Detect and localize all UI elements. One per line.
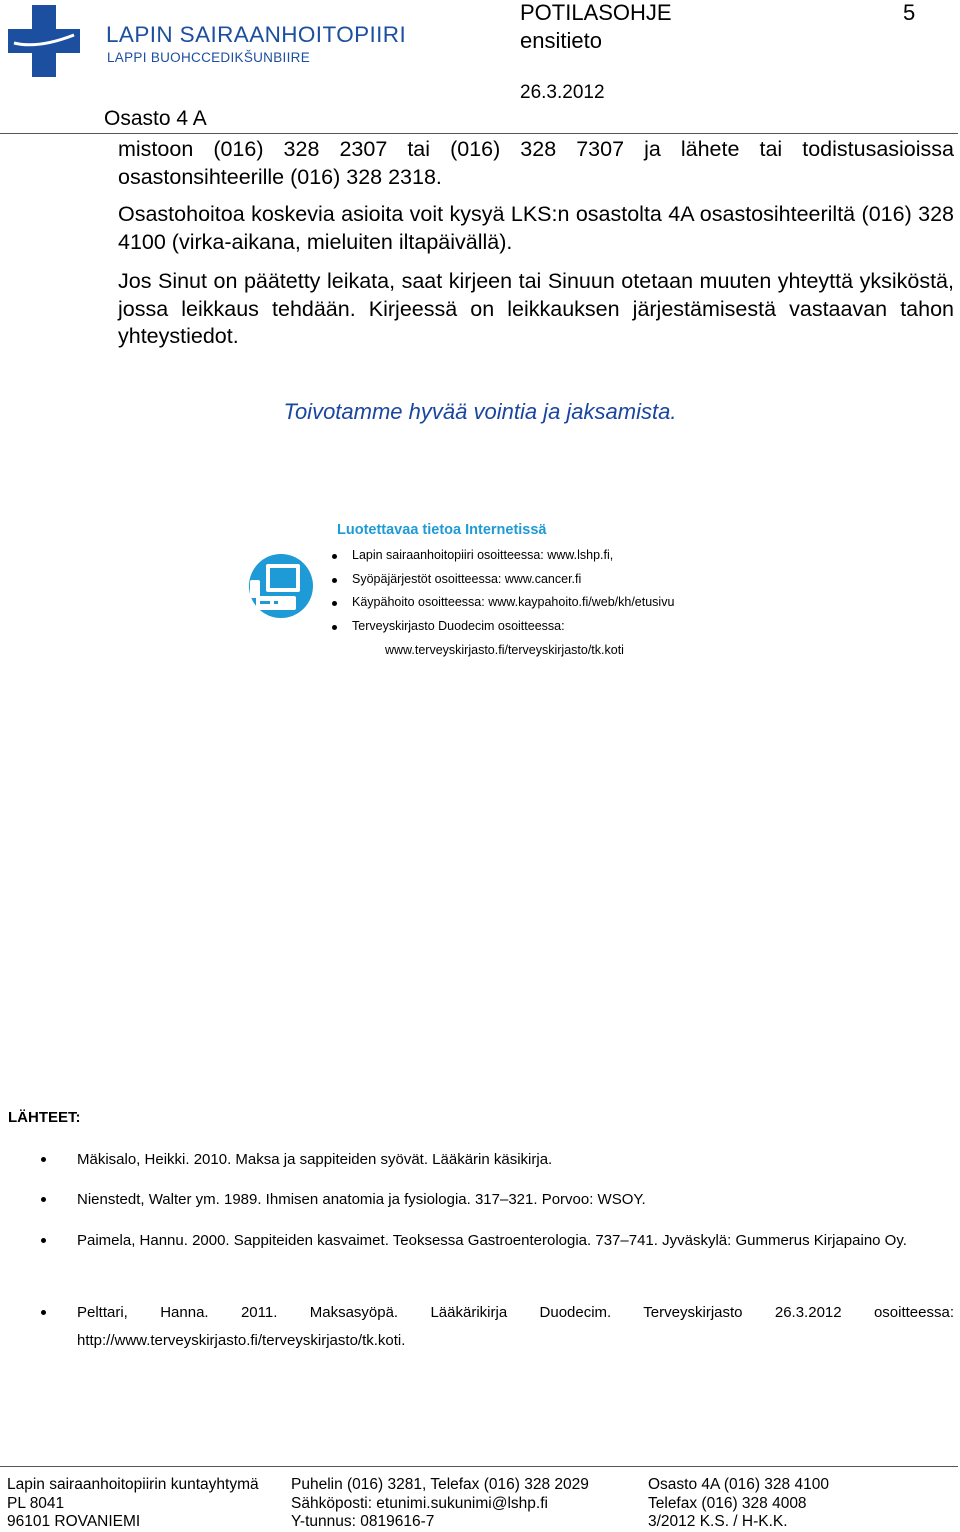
- info-link-item: Terveyskirjasto Duodecim osoitteessa:: [352, 619, 674, 643]
- source-item: Nienstedt, Walter ym. 1989. Ihmisen anatomia ja fysiologia. 317–321. Porvoo: WSOY.: [77, 1186, 954, 1214]
- info-link-item: Käypähoito osoitteessa: www.kaypahoito.fi/web/kh/etusivu: [352, 595, 674, 619]
- page-number: 5: [903, 0, 916, 25]
- source-item: Mäkisalo, Heikki. 2010. Maksa ja sappiteiden syövät. Lääkärin käsikirja.: [77, 1146, 954, 1174]
- internet-info-box: [240, 518, 740, 668]
- cross-logo-icon: [8, 5, 80, 77]
- info-link-item: Lapin sairaanhoitopiiri osoitteessa: www.lshp.fi,: [352, 548, 674, 572]
- organization-name: LAPIN SAIRAANHOITOPIIRI: [106, 22, 407, 47]
- document-date: 26.3.2012: [520, 82, 605, 103]
- info-link-continuation: www.terveyskirjasto.fi/terveyskirjasto/tk.koti: [385, 643, 624, 657]
- source-item: Paimela, Hannu. 2000. Sappiteiden kasvaimet. Teoksessa Gastroenterologia. 737–741. Jyväskylä: Gummerus Kirjapaino Oy.: [77, 1227, 954, 1255]
- source-item: Pelttari, Hanna. 2011. Maksasyöpä. Lääkärikirja Duodecim. Terveyskirjasto 26.3.2012 osoitteessa: http://www.terveyskirjasto.fi/terveyskirjasto/tk.koti.: [77, 1299, 954, 1355]
- closing-greeting: Toivotamme hyvää vointia ja jaksamista.: [283, 399, 677, 424]
- header-divider: [0, 133, 958, 134]
- department-name: Osasto 4 A: [104, 107, 207, 130]
- info-link-item: Syöpäjärjestöt osoitteessa: www.cancer.fi: [352, 572, 674, 596]
- footer-line: Lapin sairaanhoitopiirin kuntayhtymä: [7, 1476, 259, 1493]
- footer-department: [648, 1476, 829, 1532]
- footer-address: [7, 1476, 259, 1532]
- footer-line: 96101 ROVANIEMI: [7, 1513, 141, 1530]
- body-paragraph: mistoon (016) 328 2307 tai (016) 328 7307 ja lähete tai todistusasioissa osastonsihteerille (016) 328 2318.: [118, 137, 954, 189]
- footer-line: Osasto 4A (016) 328 4100: [648, 1476, 829, 1493]
- computer-icon: [246, 550, 316, 625]
- footer-divider: [0, 1466, 958, 1467]
- footer-line: Y-tunnus: 0819616-7: [291, 1513, 435, 1530]
- footer-contact: [291, 1476, 589, 1532]
- body-paragraph: Osastohoitoa koskevia asioita voit kysyä LKS:n osastolta 4A osastosihteeriltä (016) 328 4100 (virka-aikana, mieluiten iltapäivällä).: [118, 202, 954, 254]
- document-type: POTILASOHJE: [520, 0, 672, 25]
- body-paragraph: Jos Sinut on päätetty leikata, saat kirjeen tai Sinuun otetaan muuten yhteyttä yksiköstä, jossa leikkaus tehdään. Kirjeessä on leikkauksen järjestämisestä vastaavan tahon yhteystiedot.: [118, 269, 954, 348]
- sources-heading: LÄHTEET:: [8, 1109, 81, 1126]
- footer-line: Puhelin (016) 3281, Telefax (016) 328 2029: [291, 1476, 589, 1493]
- footer-line: PL 8041: [7, 1494, 65, 1512]
- info-link-list: [352, 548, 674, 642]
- footer-line: 3/2012 K.S. / H-K.K.: [648, 1513, 788, 1530]
- footer-line: Sähköposti: etunimi.sukunimi@lshp.fi: [291, 1494, 548, 1512]
- footer-line: Telefax (016) 328 4008: [648, 1494, 807, 1512]
- organization-name-sami: LAPPI BUOHCCEDIKŠUNBIIRE: [107, 50, 310, 65]
- info-box-title: Luotettavaa tietoa Internetissä: [337, 522, 547, 538]
- document-subtype: ensitieto: [520, 28, 602, 53]
